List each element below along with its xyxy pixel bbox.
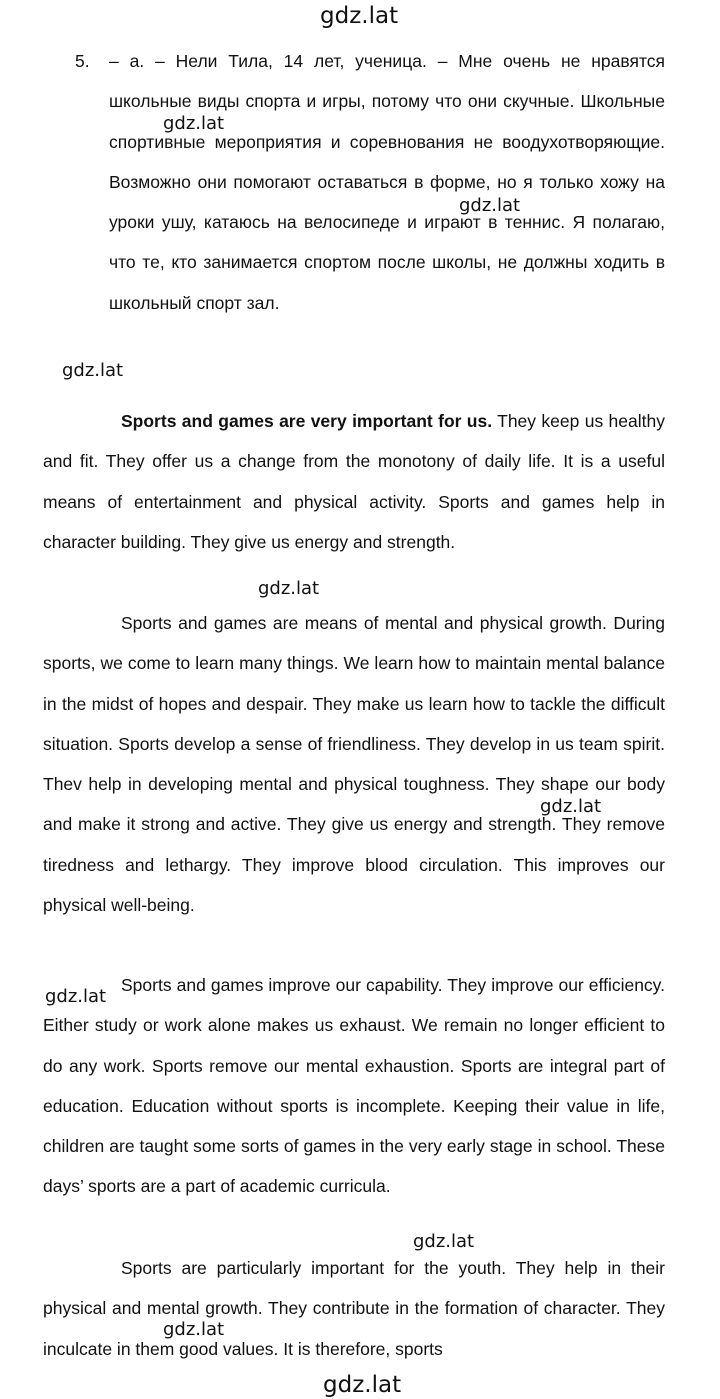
item-number: 5. (75, 51, 90, 71)
essay-paragraph-1 (43, 401, 665, 562)
essay-paragraph-4: Sports are particularly important for the youth. They help in their physical and mental growth. They contribute in the formation of character. They inculcate in them good values. It is therefore, sports (43, 1258, 665, 1359)
essay-paragraph-1-text: They keep us healthy and fit. They offer us a change from the monotony of daily life. It is a useful means of entertainment and physical activity. Sports and games help in character building. They give us energy and strength. (43, 411, 665, 552)
watermark: gdz.lat (163, 1319, 225, 1340)
watermark: gdz.lat (45, 986, 107, 1007)
watermark-bottom: gdz.lat (323, 1372, 402, 1398)
watermark: gdz.lat (413, 1231, 475, 1252)
essay-paragraph-2: Sports and games are means of mental and physical growth. During sports, we come to learn many things. We learn how to maintain mental balance in the midst of hopes and despair. They make us learn how to tackle the difficult situation. Sports develop a sense of friendliness. They develop in us team spirit. Thev help in developing mental and physical toughness. They shape our body and make it strong and active. They give us energy and strength. They remove tiredness and lethargy. They improve blood circulation. This improves our physical well-being. (43, 613, 665, 916)
essay-paragraph-3: Sports and games improve our capability. They improve our efficiency. Either study or work alone makes us exhaust. We remain no longer efficient to do any work. Sports remove our mental exhaustion. Sports are integral part of education. Education without sports is incomplete. Keeping their value in life, children are taught some sorts of games in the very early stage in school. These days’ sports are a part of academic curricula. (43, 975, 665, 1197)
watermark: gdz.lat (62, 360, 124, 381)
watermark: gdz.lat (163, 113, 225, 134)
watermark: gdz.lat (540, 796, 602, 817)
watermark: gdz.lat (258, 578, 320, 599)
watermark-top: gdz.lat (320, 3, 399, 29)
essay-lead-sentence: Sports and games are very important for us. (121, 411, 493, 431)
watermark: gdz.lat (459, 195, 521, 216)
russian-answer-text: – а. – Нели Тила, 14 лет, ученица. – Мне очень не нравятся школьные виды спорта и игры, потому что они скучные. Школьные спортивные мероприятия и соревнования не воодухотворяющие. Возможно они помогают оставаться в форме, но я только хожу на уроки ушу, катаюсь на велосипеде и играют в теннис. Я полагаю, что те, кто занимается спортом после школы, не должны ходить в школьный спорт зал. (109, 51, 665, 313)
